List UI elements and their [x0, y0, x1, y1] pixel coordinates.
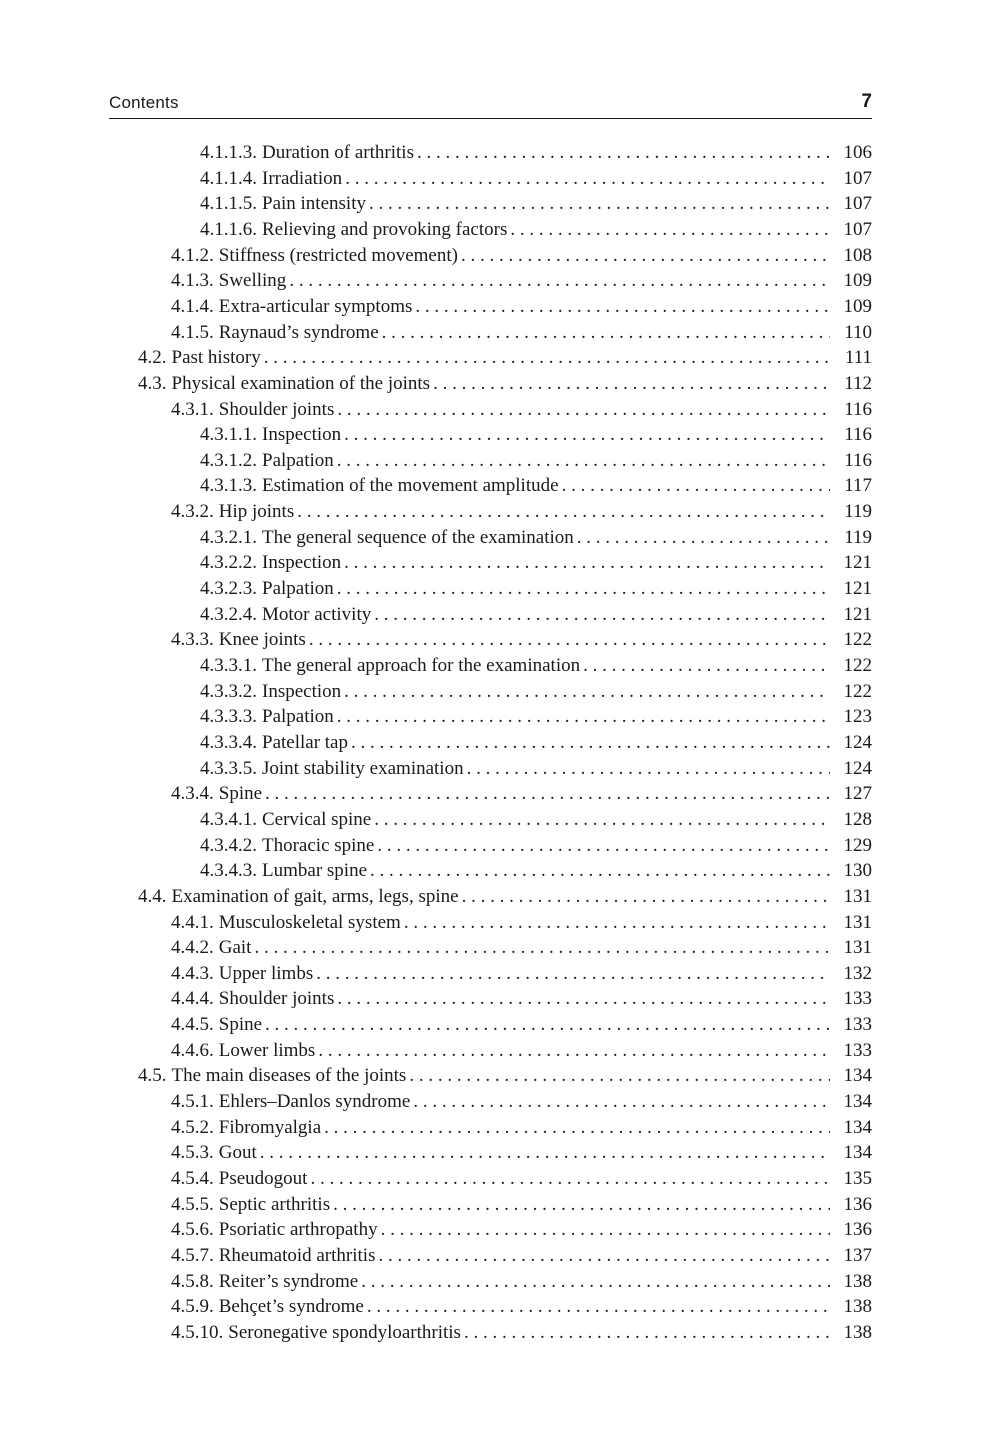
dot-leader [309, 627, 830, 653]
toc-entry-number: 4.1.1.4. [200, 167, 257, 189]
toc-entry[interactable] [171, 1320, 872, 1346]
toc-entry[interactable] [171, 243, 872, 269]
toc-entry[interactable] [171, 1192, 872, 1218]
toc-entry-title: Seronegative spondyloarthritis [228, 1321, 461, 1343]
toc-entry[interactable] [171, 499, 872, 525]
toc-entry-page: 138 [843, 1321, 872, 1343]
toc-entry-page: 127 [843, 783, 872, 805]
toc-entry-page: 107 [843, 193, 872, 215]
toc-entry-page: 130 [843, 860, 872, 882]
toc-entry-page: 121 [843, 552, 872, 574]
toc-entry-number: 4.1.1.3. [200, 142, 257, 163]
dot-leader [577, 525, 830, 551]
toc-entry-page: 123 [843, 706, 872, 728]
dot-leader [318, 1038, 830, 1064]
toc-entry[interactable] [171, 781, 872, 807]
toc-entry-number: 4.3.3.1. [200, 655, 257, 676]
toc-entry[interactable] [171, 627, 872, 653]
toc-entry-page: 138 [843, 1270, 872, 1292]
dot-leader [374, 807, 830, 833]
toc-entry[interactable] [171, 294, 872, 320]
toc-entry-number: 4.4.5. [171, 1014, 214, 1036]
toc-entry-title: Septic arthritis [218, 1193, 331, 1215]
toc-entry[interactable] [200, 166, 872, 192]
dot-leader [562, 473, 830, 499]
toc-entry-page: 119 [844, 526, 872, 548]
toc-entry[interactable] [200, 858, 872, 884]
dot-leader [337, 397, 830, 423]
toc-entry[interactable] [200, 704, 872, 730]
toc-entry[interactable] [171, 1140, 872, 1166]
toc-entry-title: Raynaud’s syndrome [218, 321, 379, 343]
toc-entry[interactable] [138, 884, 872, 910]
toc-entry-number: 4.5.3. [171, 1142, 214, 1164]
toc-entry-page: 107 [843, 167, 872, 189]
toc-entry-title: Thoracic spine [262, 834, 375, 856]
dot-leader [381, 1217, 830, 1243]
toc-entry-title: Spine [218, 1014, 263, 1036]
dot-leader [289, 268, 830, 294]
toc-entry-title: Inspection [262, 680, 342, 702]
toc-entry-number: 4.1.3. [171, 270, 214, 292]
dot-leader [310, 1166, 830, 1192]
toc-entry-title: Fibromyalgia [218, 1116, 322, 1138]
toc-entry-number: 4.3.1.2. [200, 449, 257, 471]
toc-entry-number: 4.3.3.2. [200, 680, 257, 702]
toc-entry-number: 4.1.1.5. [200, 193, 257, 215]
toc-entry-page: 133 [843, 988, 872, 1010]
toc-entry[interactable] [171, 1269, 872, 1295]
toc-entry-page: 136 [843, 1219, 872, 1241]
toc-entry-title: Psoriatic arthropathy [218, 1219, 378, 1241]
toc-entry[interactable] [171, 1294, 872, 1320]
toc-entry[interactable] [171, 1038, 872, 1064]
toc-entry-number: 4.1.2. [171, 244, 214, 266]
toc-entry-page: 138 [843, 1296, 872, 1318]
toc-entry[interactable] [200, 602, 872, 628]
toc-entry-number: 4.3.2.1. [200, 526, 257, 548]
toc-entry-title: Rheumatoid arthritis [218, 1244, 376, 1266]
toc-entry[interactable] [171, 268, 872, 294]
toc-entry[interactable] [200, 730, 872, 756]
dot-leader [344, 422, 830, 448]
toc-entry-number: 4.3.3.4. [200, 731, 257, 753]
running-title: Contents [109, 93, 179, 112]
toc-entry-number: 4.3.1.3. [200, 475, 257, 497]
dot-leader [374, 602, 830, 628]
toc-entry-page: 121 [843, 578, 872, 600]
dot-leader [324, 1115, 830, 1141]
toc-entry-title: Gout [218, 1142, 257, 1164]
dot-leader [464, 1320, 830, 1346]
toc-entry[interactable] [200, 448, 872, 474]
dot-leader [367, 1294, 830, 1320]
toc-entry-page: 107 [843, 218, 872, 240]
toc-entry-page: 122 [843, 680, 872, 702]
toc-entry[interactable] [171, 320, 872, 346]
toc-entry-number: 4.3.2.2. [200, 552, 257, 574]
dot-leader [404, 910, 830, 936]
toc-entry-number: 4.3.1.1. [200, 424, 257, 446]
toc-entry-title: The general sequence of the examination [262, 526, 574, 548]
dot-leader [510, 217, 830, 243]
dot-leader [583, 653, 830, 679]
toc-entry[interactable] [138, 345, 872, 371]
dot-leader [382, 320, 830, 346]
dot-leader [260, 1140, 830, 1166]
toc-entry[interactable] [200, 217, 872, 243]
dot-leader [316, 961, 830, 987]
toc-entry-page: 134 [843, 1116, 872, 1138]
toc-entry-title: Ehlers–Danlos syndrome [218, 1091, 411, 1113]
toc-entry[interactable] [171, 397, 872, 423]
toc-entry-page: 122 [843, 655, 872, 676]
toc-entry-title: Knee joints [218, 629, 306, 651]
toc-entry-number: 4.5.9. [171, 1296, 214, 1318]
toc-entry-page: 131 [843, 937, 872, 959]
toc-entry-page: 129 [843, 834, 872, 856]
toc-entry-number: 4.3.3.5. [200, 757, 257, 779]
toc-entry[interactable] [200, 191, 872, 217]
dot-leader [415, 294, 830, 320]
toc-entry-title: Cervical spine [262, 808, 372, 830]
toc-entry[interactable] [171, 1166, 872, 1192]
dot-leader [333, 1192, 830, 1218]
dot-leader [337, 986, 830, 1012]
toc-entry-title: Spine [218, 783, 263, 805]
toc-entry-title: Palpation [262, 449, 334, 471]
toc-entry-title: Examination of gait, arms, legs, spine [171, 885, 459, 907]
toc-entry[interactable] [200, 422, 872, 448]
toc-entry[interactable] [171, 961, 872, 987]
dot-leader [265, 781, 830, 807]
dot-leader [337, 704, 830, 730]
dot-leader [462, 884, 830, 910]
toc-entry-page: 133 [843, 1039, 872, 1061]
toc-entry[interactable] [200, 679, 872, 705]
toc-entry-number: 4.3.3. [171, 629, 214, 651]
toc-entry-title: Shoulder joints [218, 988, 335, 1010]
dot-leader [337, 448, 830, 474]
toc-entry-title: The main diseases of the joints [171, 1065, 407, 1087]
toc-entry-number: 4.3.2.3. [200, 578, 257, 600]
dot-leader [377, 833, 830, 859]
toc-entry[interactable] [171, 1115, 872, 1141]
toc-entry[interactable] [200, 807, 872, 833]
toc-entry-title: Physical examination of the joints [171, 372, 431, 394]
toc-entry-page: 134 [843, 1142, 872, 1164]
toc-entry-title: Estimation of the movement amplitude [262, 475, 559, 497]
toc-entry-title: Swelling [218, 270, 287, 292]
toc-entry[interactable] [200, 550, 872, 576]
toc-entry-title: Joint stability examination [262, 757, 464, 779]
toc-entry-title: The general approach for the examination [262, 655, 581, 676]
toc-entry-title: Shoulder joints [218, 398, 335, 420]
toc-entry-number: 4.3.2. [171, 501, 214, 523]
toc-entry-title: Duration of arthritis [262, 142, 414, 163]
toc-entry-title: Inspection [262, 552, 342, 574]
toc-entry-page: 136 [843, 1193, 872, 1215]
toc-entry[interactable] [171, 986, 872, 1012]
toc-entry-page: 111 [844, 347, 872, 369]
dot-leader [297, 499, 830, 525]
dot-leader [433, 371, 830, 397]
dot-leader [337, 576, 830, 602]
toc-entry-number: 4.5.8. [171, 1270, 214, 1292]
toc-entry-number: 4.5.2. [171, 1116, 214, 1138]
toc-entry-title: Inspection [262, 424, 342, 446]
toc-entry[interactable] [171, 1012, 872, 1038]
toc-entry-title: Lumbar spine [262, 860, 368, 882]
toc-entry-title: Musculoskeletal system [218, 911, 401, 933]
toc-entry-page: 116 [844, 398, 872, 420]
toc-entry-title: Reiter’s syndrome [218, 1270, 359, 1292]
toc-entry-number: 4.3.3.3. [200, 706, 257, 728]
toc-entry-number: 4.5. [138, 1065, 167, 1087]
dot-leader [370, 858, 830, 884]
toc-entry[interactable] [200, 525, 872, 551]
toc-entry-page: 121 [843, 603, 872, 625]
dot-leader [351, 730, 830, 756]
toc-entry-page: 134 [843, 1091, 872, 1113]
toc-entry-number: 4.3.1. [171, 398, 214, 420]
toc-entry-page: 131 [843, 885, 872, 907]
toc-entry-page: 124 [843, 757, 872, 779]
toc-entry-title: Pain intensity [262, 193, 366, 215]
toc-entry-page: 108 [843, 244, 872, 266]
toc-entry-number: 4.4.1. [171, 911, 214, 933]
toc-entry-page: 106 [843, 142, 872, 163]
toc-entry-number: 4.3.4. [171, 783, 214, 805]
toc-entry-title: Pseudogout [218, 1168, 308, 1189]
toc-entry-number: 4.5.6. [171, 1219, 214, 1241]
toc-entry-title: Palpation [262, 578, 334, 600]
toc-entry-page: 131 [843, 911, 872, 933]
toc-entry-page: 116 [844, 424, 872, 446]
toc-entry[interactable] [200, 653, 872, 679]
toc-entry-title: Patellar tap [262, 731, 348, 753]
dot-leader [265, 1012, 830, 1038]
toc-entry-number: 4.1.4. [171, 295, 214, 317]
toc-entry-number: 4.5.7. [171, 1244, 214, 1266]
toc-entry-page: 112 [844, 372, 872, 394]
toc-entry-number: 4.3. [138, 372, 167, 394]
toc-entry-number: 4.5.1. [171, 1091, 214, 1113]
toc-entry[interactable] [200, 473, 872, 499]
dot-leader [254, 935, 830, 961]
toc-entry-title: Hip joints [218, 501, 295, 523]
toc-entry-page: 116 [844, 449, 872, 471]
toc-entry-title: Gait [218, 937, 252, 959]
toc-entry-number: 4.2. [138, 347, 167, 369]
toc-entry-title: Relieving and provoking factors [262, 218, 508, 240]
toc-entry-title: Motor activity [262, 603, 372, 625]
dot-leader [378, 1243, 830, 1269]
toc-entry-title: Upper limbs [218, 962, 314, 984]
dot-leader [344, 550, 830, 576]
toc-entry-number: 4.5.5. [171, 1193, 214, 1215]
toc-entry-page: 137 [843, 1244, 872, 1266]
dot-leader [461, 243, 830, 269]
toc-entry[interactable] [171, 1217, 872, 1243]
page-header [109, 88, 872, 119]
toc-entry-number: 4.5.4. [171, 1168, 214, 1189]
dot-leader [409, 1063, 830, 1089]
toc-entry[interactable] [171, 910, 872, 936]
toc-entry-title: Irradiation [262, 167, 343, 189]
toc-entry-page: 134 [843, 1065, 872, 1087]
toc-entry-page: 109 [843, 295, 872, 317]
dot-leader [344, 679, 830, 705]
toc-entry-page: 109 [843, 270, 872, 292]
toc-entry-page: 133 [843, 1014, 872, 1036]
toc-entry-number: 4.4.4. [171, 988, 214, 1010]
toc-entry-page: 110 [844, 321, 872, 343]
toc-entry-number: 4.1.1.6. [200, 218, 257, 240]
toc-entry-page: 119 [844, 501, 872, 523]
toc-entry-page: 132 [843, 962, 872, 984]
toc-entry-page: 124 [843, 731, 872, 753]
dot-leader [264, 345, 830, 371]
toc-entry-title: Lower limbs [218, 1039, 316, 1061]
toc-entry-title: Extra-articular symptoms [218, 295, 413, 317]
toc-entry-page: 122 [843, 629, 872, 651]
toc-entry[interactable] [138, 371, 872, 397]
toc-entry-number: 4.3.4.1. [200, 808, 257, 830]
dot-leader [467, 756, 830, 782]
page-number: 7 [861, 91, 872, 112]
toc-entry-number: 4.1.5. [171, 321, 214, 343]
toc-entry-number: 4.5.10. [171, 1321, 224, 1343]
toc-entry-number: 4.4.3. [171, 962, 214, 984]
toc-entry[interactable] [200, 756, 872, 782]
toc-entry-page: 135 [843, 1168, 872, 1189]
toc-entry-title: Stiffness (restricted movement) [218, 244, 458, 266]
toc-entry[interactable] [200, 140, 872, 166]
toc-entry-number: 4.4.6. [171, 1039, 214, 1061]
toc-entry[interactable] [200, 833, 872, 859]
toc-entry-number: 4.3.2.4. [200, 603, 257, 625]
toc-entry-number: 4.4.2. [171, 937, 214, 959]
toc-entry-number: 4.3.4.3. [200, 860, 257, 882]
toc-entry[interactable] [171, 935, 872, 961]
toc-entry-number: 4.4. [138, 885, 167, 907]
toc-entry-number: 4.3.4.2. [200, 834, 257, 856]
dot-leader [361, 1269, 830, 1295]
toc-entry-title: Behçet’s syndrome [218, 1296, 364, 1318]
dot-leader [345, 166, 830, 192]
toc-entry-title: Palpation [262, 706, 334, 728]
toc-entry[interactable] [171, 1243, 872, 1269]
toc-entry[interactable] [200, 576, 872, 602]
toc-entry-page: 117 [844, 475, 872, 497]
dot-leader [413, 1089, 830, 1115]
dot-leader [369, 191, 830, 217]
dot-leader [417, 140, 830, 166]
toc-entry-title: Past history [171, 347, 261, 369]
toc-entry[interactable] [138, 1063, 872, 1089]
toc-entry[interactable] [171, 1089, 872, 1115]
toc-entry-page: 128 [843, 808, 872, 830]
